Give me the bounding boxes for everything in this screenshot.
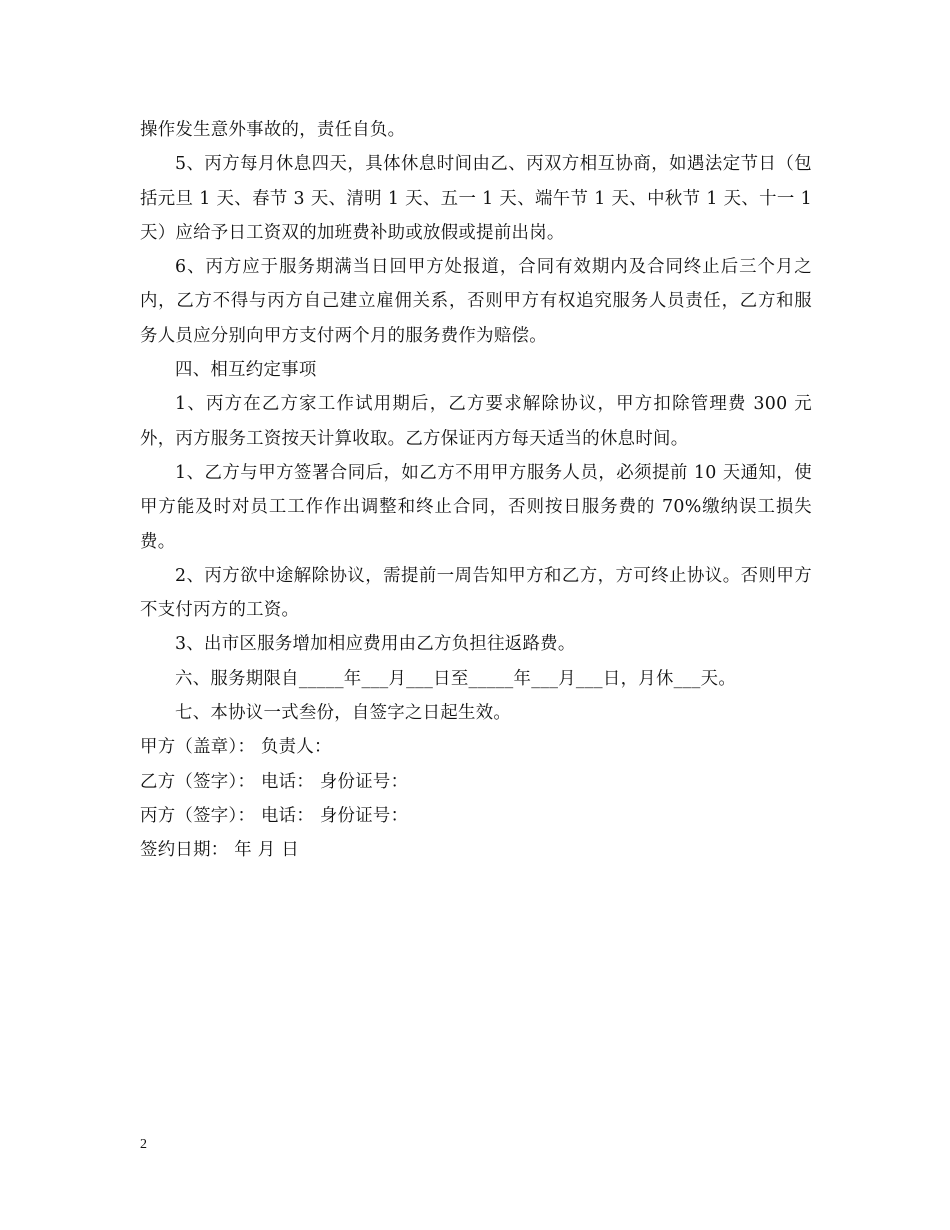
paragraph-continuation: 操作发生意外事故的，责任自负。 bbox=[140, 120, 406, 140]
signature-party-a: 甲方（盖章）： 负责人： bbox=[140, 737, 332, 758]
paragraph-travel: 3、出市区服务增加相应费用由乙方负担往返路费。 bbox=[175, 634, 576, 655]
paragraph-copies: 七、本协议一式叁份，自签字之日起生效。 bbox=[175, 703, 512, 724]
paragraph-report: 6、丙方应于服务期满当日回甲方处报道，合同有效期内及合同终止后三个月之内，乙方不得与丙方自己建立雇佣关系，否则甲方有权追究服务人员责任，乙方和服务人员应分别向甲方支付两个月的服务费作为赔偿。 bbox=[140, 257, 812, 346]
signing-date: 签约日期： 年 月 日 bbox=[140, 840, 300, 861]
paragraph-notice: 1、乙方与甲方签署合同后，如乙方不用甲方服务人员，必须提前 10 天通知，使甲方能及时对员工工作作出调整和终止合同，否则按日服务费的 70%缴纳误工损失费。 bbox=[140, 462, 812, 552]
paragraph-service-period: 六、服务期限自_____年___月___日至_____年___月___日，月休___天。 bbox=[175, 668, 737, 689]
page-number: 2 bbox=[140, 1137, 147, 1152]
paragraph-rest-days: 5、丙方每月休息四天，具体休息时间由乙、丙双方相互协商，如遇法定节日（包括元旦 1 天、春节 3 天、清明 1 天、五一 1 天、端午节 1 天、中秋节 1 天、十一 1 天）应给予日工资双的加班费补助或放假或提前出岗。 bbox=[140, 154, 812, 243]
signature-party-b: 乙方（签字）： 电话： 身份证号： bbox=[140, 771, 409, 792]
signature-party-c: 丙方（签字）： 电话： 身份证号： bbox=[140, 805, 409, 826]
paragraph-trial: 1、丙方在乙方家工作试用期后，乙方要求解除协议，甲方扣除管理费 300 元外，丙方服务工资按天计算收取。乙方保证丙方每天适当的休息时间。 bbox=[140, 394, 812, 449]
paragraph-terminate: 2、丙方欲中途解除协议，需提前一周告知甲方和乙方，方可终止协议。否则甲方不支付丙方的工资。 bbox=[140, 565, 812, 621]
section-heading-mutual-agreements: 四、相互约定事项 bbox=[175, 360, 317, 381]
document-body bbox=[140, 113, 812, 868]
